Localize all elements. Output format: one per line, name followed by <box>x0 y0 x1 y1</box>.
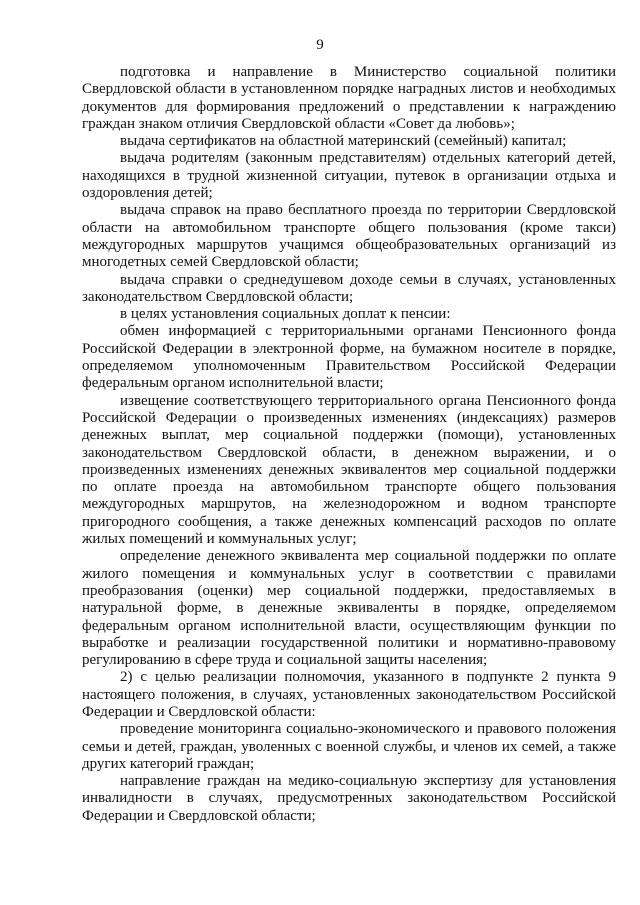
paragraph-item-2: 2) с целью реализации полномочия, указанного в подпункте 2 пункта 9 настоящего положения, в случаях, установленных законодательством Российской Федерации и Свердловской области: <box>82 669 616 720</box>
paragraph-medical-expertise: направление граждан на медико-социальную экспертизу для установления инвалидности в случаях, предусмотренных законодательством Российской Федерации и Свердловской области; <box>82 773 616 824</box>
paragraph-income-certificate: выдача справки о среднедушевом доходе семьи в случаях, установленных законодательством Свердловской области; <box>82 271 616 305</box>
paragraph-free-travel-certificates: выдача справок на право бесплатного проезда по территории Свердловской области на автомобильном транспорте общего пользования (кроме такси) междугородных маршрутов учащимся общеобразовательных организаций из многодетных семей Свердловской области; <box>82 202 616 271</box>
paragraph-awards-submission: подготовка и направление в Министерство социальной политики Свердловской области в установленном порядке наградных листов и необходимых документов для формирования предложений о представлении к награждению граждан знаком отличия Свердловской области «Совет да любовь»; <box>82 64 616 132</box>
paragraph-monetary-equivalent: определение денежного эквивалента мер социальной поддержки по оплате жилого помещения и коммунальных услуг в соответствии с правилами преобразования (оценки) мер социальной поддержки, предоставляемых в натуральной форме, в денежные эквиваленты в порядке, определяемом федеральным органом исполнительной власти, осуществляющим функции по выработке и реализации государственной политики и нормативно-правовому регулированию в сфере труда и социальной защиты населения; <box>82 548 616 669</box>
page-number: 9 <box>316 37 324 53</box>
paragraph-monitoring: проведение мониторинга социально-экономического и правового положения семьи и детей, граждан, уволенных с военной службы, и членов их семей, а также других категорий граждан; <box>82 721 616 772</box>
paragraph-pension-supplements: в целях установления социальных доплат к пенсии: <box>120 306 451 323</box>
paragraph-pension-fund-exchange: обмен информацией с территориальными органами Пенсионного фонда Российской Федерации в электронной форме, на бумажном носителе в порядке, определяемом уполномоченным Правительством Российской Федерации федеральным органом исполнительной власти; <box>82 323 616 392</box>
document-body <box>82 64 616 825</box>
paragraph-pension-fund-notice: извещение соответствующего территориального органа Пенсионного фонда Российской Федерации о произведенных изменениях (индексациях) размеров денежных выплат, мер социальной поддержки (помощи), установленных законодательством Свердловской области, в денежном выражении, и о произведенных изменениях денежных эквивалентов мер социальной поддержки по оплате проезда на автомобильном транспорте общего пользования междугородных маршрутов, на железнодорожном и водном транспорте пригородного сообщения, а также денежных компенсаций расходов по оплате жилых помещений и коммунальных услуг; <box>82 392 616 548</box>
paragraph-children-vouchers: выдача родителям (законным представителям) отдельных категорий детей, находящихся в трудной жизненной ситуации, путевок в организации отдыха и оздоровления детей; <box>82 150 616 202</box>
paragraph-maternity-capital: выдача сертификатов на областной материнский (семейный) капитал; <box>120 133 567 150</box>
